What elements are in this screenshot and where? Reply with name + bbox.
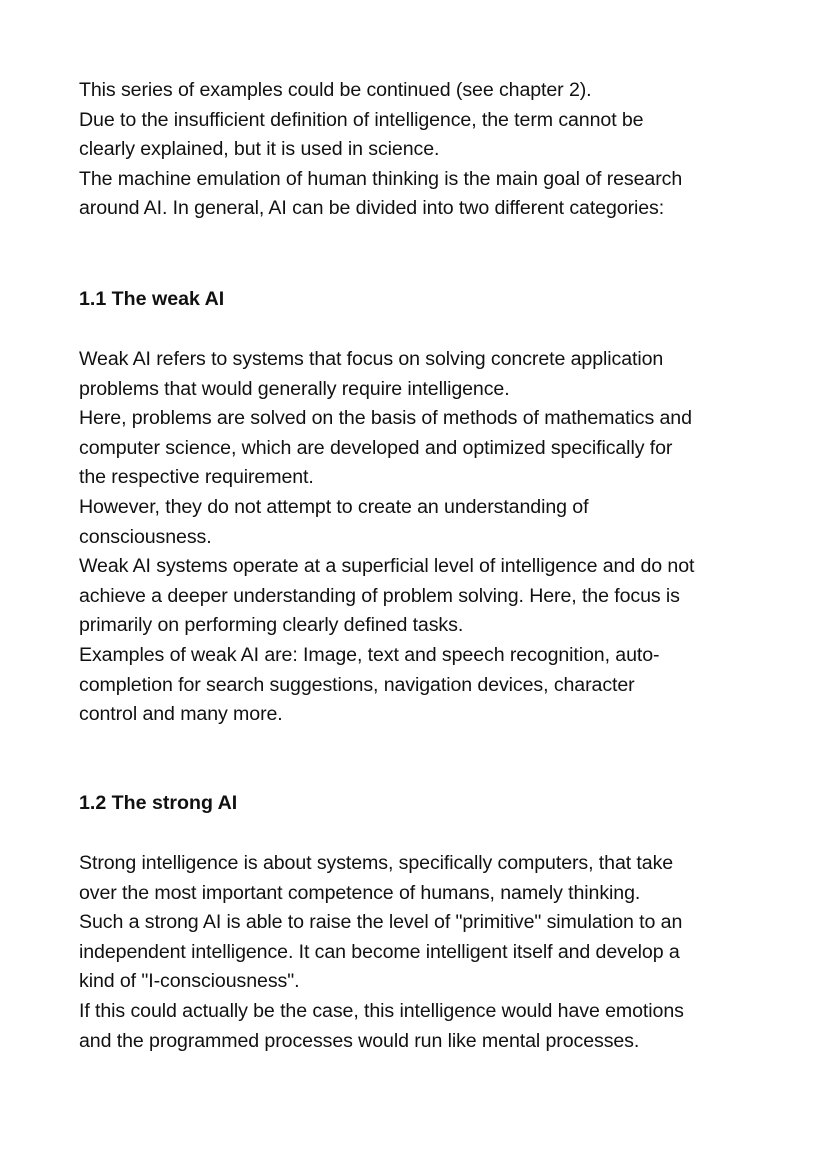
section-heading: 1.2 The strong AI [79,792,238,814]
text-line: Due to the insufficient definition of intelligence, the term cannot be [79,108,644,131]
text-line: However, they do not attempt to create an understanding of [79,495,589,518]
text-line: control and many more. [79,703,283,726]
text-line: achieve a deeper understanding of problem solving. Here, the focus is [79,584,680,607]
text-line: consciousness. [79,525,212,548]
text-line: Here, problems are solved on the basis of methods of mathematics and [79,407,692,430]
text-line: If this could actually be the case, this intelligence would have emotions [79,999,684,1022]
section-heading-strong-ai [79,789,237,819]
text-line: primarily on performing clearly defined tasks. [79,614,464,637]
strong-ai-paragraph [79,849,684,1056]
text-line: computer science, which are developed and optimized specifically for [79,436,673,459]
text-line: completion for search suggestions, navigation devices, character [79,673,635,696]
text-line: Such a strong AI is able to raise the level of "primitive" simulation to an [79,911,683,934]
text-line: The machine emulation of human thinking is the main goal of research [79,167,683,190]
text-line: kind of "I-consciousness". [79,970,300,993]
weak-ai-paragraph [79,345,694,730]
text-line: clearly explained, but it is used in science. [79,138,440,161]
section-heading-weak-ai [79,285,224,315]
text-line: Strong intelligence is about systems, specifically computers, that take [79,852,674,874]
text-line: This series of examples could be continued (see chapter 2). [79,79,592,101]
text-line: the respective requirement. [79,466,314,489]
text-line: Weak AI systems operate at a superficial level of intelligence and do not [79,555,695,578]
text-line: over the most important competence of humans, namely thinking. [79,881,641,904]
text-line: problems that would generally require intelligence. [79,377,510,400]
intro-paragraph [79,76,682,224]
text-line: Weak AI refers to systems that focus on solving concrete application [79,348,664,370]
text-line: Examples of weak AI are: Image, text and speech recognition, auto- [79,643,660,666]
text-line: around AI. In general, AI can be divided into two different categories: [79,197,665,220]
text-line: and the programmed processes would run like mental processes. [79,1029,640,1052]
text-line: independent intelligence. It can become intelligent itself and develop a [79,940,680,963]
section-heading: 1.1 The weak AI [79,288,225,310]
